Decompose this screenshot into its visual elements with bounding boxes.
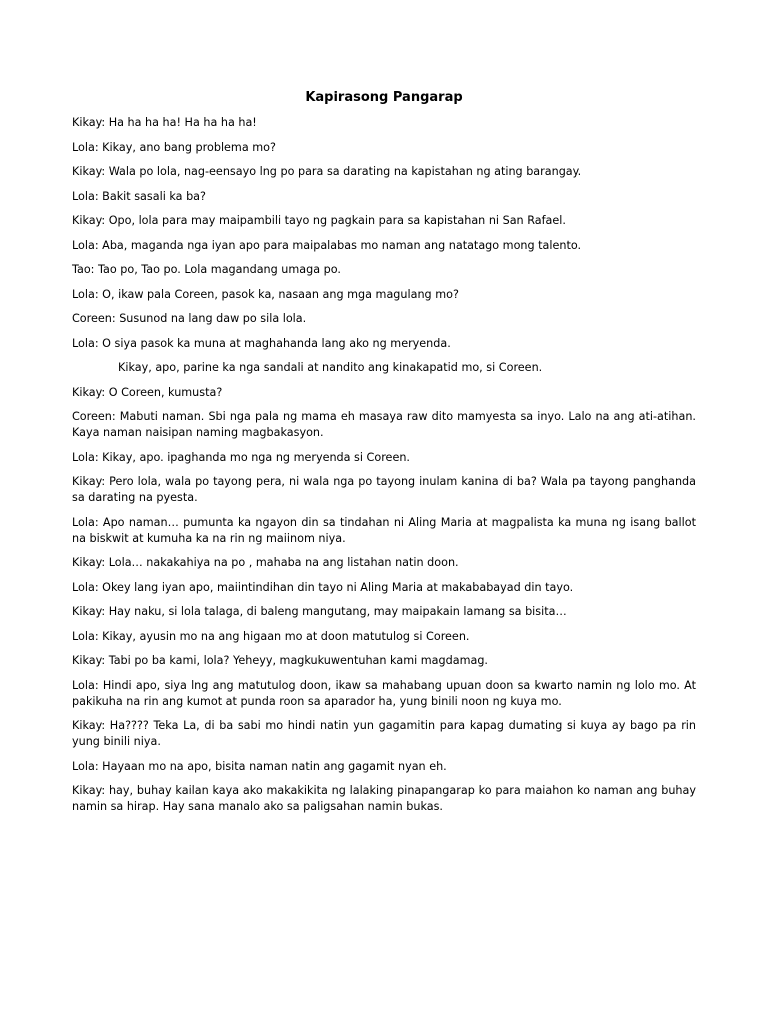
- dialogue-line: Lola: Aba, maganda nga iyan apo para maipalabas mo naman ang natatago mong talento.: [72, 238, 582, 252]
- document-page: [72, 88, 696, 824]
- dialogue-line: Lola: Okey lang iyan apo, maiintindihan din tayo ni Aling Maria at makababayad din tayo.: [72, 580, 574, 594]
- dialogue-line: Lola: Kikay, ayusin mo na ang higaan mo at doon matutulog si Coreen.: [72, 629, 470, 643]
- dialogue-line: Lola: Bakit sasali ka ba?: [72, 189, 206, 203]
- dialogue-line: Lola: O, ikaw pala Coreen, pasok ka, nasaan ang mga magulang mo?: [72, 287, 459, 301]
- dialogue-line: Kikay: Pero lola, wala po tayong pera, ni wala nga po tayong inulam kanina di ba? Wala pa tayong panghanda sa darating na pyesta.: [72, 475, 696, 504]
- dialogue-line: Kikay: Ha???? Teka La, di ba sabi mo hindi natin yun gagamitin para kapag dumating si kuya ay bago pa rin yung binili niya.: [72, 719, 696, 748]
- dialogue-line-indented: Kikay, apo, parine ka nga sandali at nandito ang kinakapatid mo, si Coreen.: [118, 361, 543, 374]
- dialogue-line: Lola: Hindi apo, siya lng ang matutulog doon, ikaw sa mahabang upuan doon sa kwarto namin ng lolo mo. At pakikuha na rin ang kumot at punda roon sa aparador ha, yung binili noon ng kuya mo.: [72, 678, 696, 708]
- dialogue-line: Kikay: Opo, lola para may maipambili tayo ng pagkain para sa kapistahan ni San Rafael.: [72, 214, 566, 227]
- dialogue-line: Coreen: Mabuti naman. Sbi nga pala ng mama eh masaya raw dito mamyesta sa inyo. Lalo na ang ati-atihan. Kaya naman naisipan naming magbakasyon.: [72, 410, 696, 439]
- dialogue-line: Kikay: Hay naku, si lola talaga, di baleng mangutang, may maipakain lamang sa bisita…: [72, 605, 567, 618]
- dialogue-line: Coreen: Susunod na lang daw po sila lola.: [72, 312, 307, 325]
- dialogue-line: Kikay: Lola… nakakahiya na po , mahaba na ang listahan natin doon.: [72, 556, 459, 569]
- document-title: Kapirasong Pangarap: [305, 90, 463, 105]
- dialogue-line: Kikay: Wala po lola, nag-eensayo lng po para sa darating na kapistahan ng ating barangay.: [72, 165, 582, 178]
- dialogue-line: Lola: Kikay, apo. ipaghanda mo nga ng meryenda si Coreen.: [72, 450, 410, 464]
- dialogue-line: Kikay: O Coreen, kumusta?: [72, 385, 223, 399]
- dialogue-line: Kikay: hay, buhay kailan kaya ako makakikita ng lalaking pinapangarap ko para maiahon ko naman ang buhay namin sa hirap. Hay sana manalo ako sa paligsahan namin bukas.: [72, 784, 696, 813]
- dialogue-line: Lola: Kikay, ano bang problema mo?: [72, 140, 276, 154]
- dialogue-line: Lola: Apo naman… pumunta ka ngayon din sa tindahan ni Aling Maria at magpalista ka muna ng isang ballot na biskwit at kumuha ka na rin ng maiinom niya.: [72, 515, 696, 545]
- dialogue-line: Kikay: Tabi po ba kami, lola? Yeheyy, magkukuwentuhan kami magdamag.: [72, 654, 488, 667]
- dialogue-line: Lola: Hayaan mo na apo, bisita naman natin ang gagamit nyan eh.: [72, 759, 447, 773]
- dialogue-line: Tao: Tao po, Tao po. Lola magandang umaga po.: [72, 263, 341, 276]
- dialogue-line: Kikay: Ha ha ha ha! Ha ha ha ha!: [72, 116, 257, 129]
- dialogue-line: Lola: O siya pasok ka muna at maghahanda lang ako ng meryenda.: [72, 336, 451, 350]
